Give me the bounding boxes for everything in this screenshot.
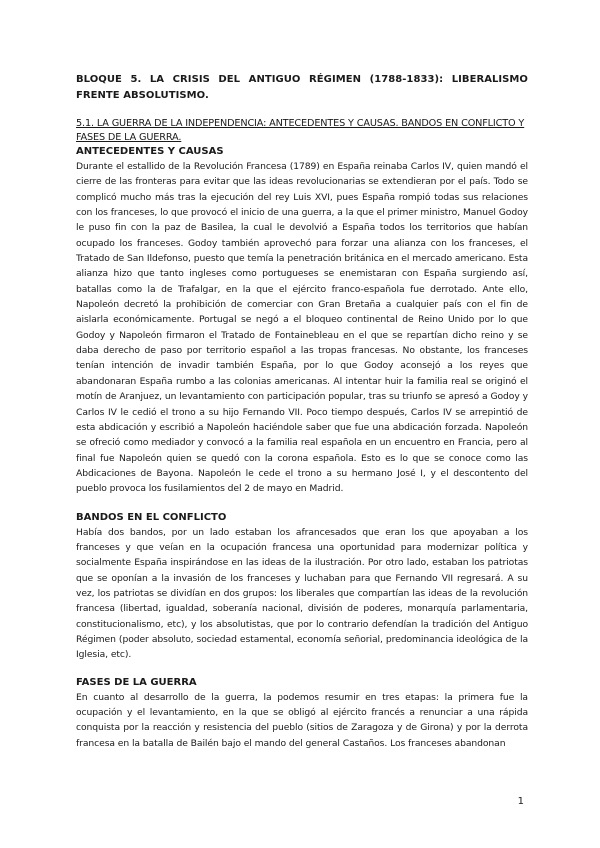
paragraph-fases: En cuanto al desarrollo de la guerra, la podemos resumir en tres etapas: la primera fue la ocupación y el levantamiento, en la que se obligó al ejército francés a renunciar a una rápida conquista por la reacción y resistencia del pueblo (sitios de Zaragoza y de Girona) y por la derrota francesa en la batalla de Bailén bajo el mando del general Castaños. Los franceses abandonan xyxy=(76,691,528,749)
heading-bandos: BANDOS EN EL CONFLICTO xyxy=(76,511,227,523)
document-title: BLOQUE 5. LA CRISIS DEL ANTIGUO RÉGIMEN (1788-1833): LIBERALISMO FRENTE ABSOLUTISMO. xyxy=(76,74,528,101)
spacer xyxy=(76,663,528,676)
page-number: 1 xyxy=(517,796,524,807)
heading-fases: FASES DE LA GUERRA xyxy=(76,676,197,688)
paragraph-bandos: Había dos bandos, por un lado estaban los afrancesados que eran los que apoyaban a los franceses y que veían en la ocupación francesa una oportunidad para modernizar política y socialmente España inspirándose en las ideas de la ilustración. Por otro lado, estaban los patriotas que se oponían a la invasión de los franceses y luchaban para que Fernando VII regresará. A su vez, los patriotas se dividían en dos grupos: los liberales que compartían las ideas de la revolución francesa (libertad, igualdad, soberanía nacional, división de poderes, monarquía parlamentaria, constitucionalismo, etc), y los absolutistas, que por lo contrario defendían la tradición del Antiguo Régimen (poder absoluto, sociedad estamental, economía señorial, predominancia ideológica de la Iglesia, etc). xyxy=(76,526,528,661)
spacer xyxy=(76,497,528,511)
paragraph-antecedentes: Durante el estallido de la Revolución Francesa (1789) en España reinaba Carlos IV, quien mandó el cierre de las fronteras para evitar que las ideas revolucionarias se extendieran por el país. Todo se complicó mucho más tras la ejecución del rey Luis XVI, pues España rompió todas sus relaciones con los franceses, lo que provocó el inicio de una guerra, a la que el primer ministro, Manuel Godoy le puso fin con la paz de Basilea, la cual le devolvió a España todos los territorios que habían ocupado los franceses. Godoy también aprovechó para forzar una alianza con los franceses, el Tratado de San Ildefonso, puesto que temía la penetración británica en el mercado americano. Esta alianza hizo que tanto ingleses como portugueses se enemistaran con España surgiendo así, batallas como la de Trafalgar, en la que el ejército franco-española fue derrotado. Ante ello, Napoleón decretó la prohibición de comerciar con Gran Bretaña a cualquier país con el fin de aislarla económicamente. Portugal se negó a el bloqueo continental de Reino Unido por lo que Godoy y Napoleón firmaron el Tratado de Fontainebleau en el que se repartían dicho reino y se daba derecho de paso por territorio español a las tropas francesas. No obstante, los franceses tenían intención de invadir también España, por lo que Godoy aconsejó a los reyes que abandonaran España rumbo a las colonias americanas. Al intentar huir la familia real se originó el motín de Aranjuez, un levantamiento con participación popular, tras su triunfo se apresó a Godoy y Carlos IV le cedió el trono a su hijo Fernando VII. Poco tiempo después, Carlos IV se arrepintió de esta abdicación y escribió a Napoleón haciéndole saber que fue una abdicación forzada. Napoleón se ofreció como mediador y convocó a la familia real española en un encuentro en Francia, pero al final fue Napoleón quien se quedó con la corona española. Esto es lo que se conoce como las Abdicaciones de Bayona. Napoleón le cede el trono a su hermano José I, y el descontento del pueblo provoca los fusilamientos del 2 de mayo en Madrid. xyxy=(76,161,528,495)
page-content xyxy=(76,72,528,751)
section-title: 5.1. LA GUERRA DE LA INDEPENDENCIA: ANTECEDENTES Y CAUSAS. BANDOS EN CONFLICTO Y FASES DE LA GUERRA. xyxy=(76,118,525,143)
heading-antecedentes: ANTECEDENTES Y CAUSAS xyxy=(76,146,224,157)
